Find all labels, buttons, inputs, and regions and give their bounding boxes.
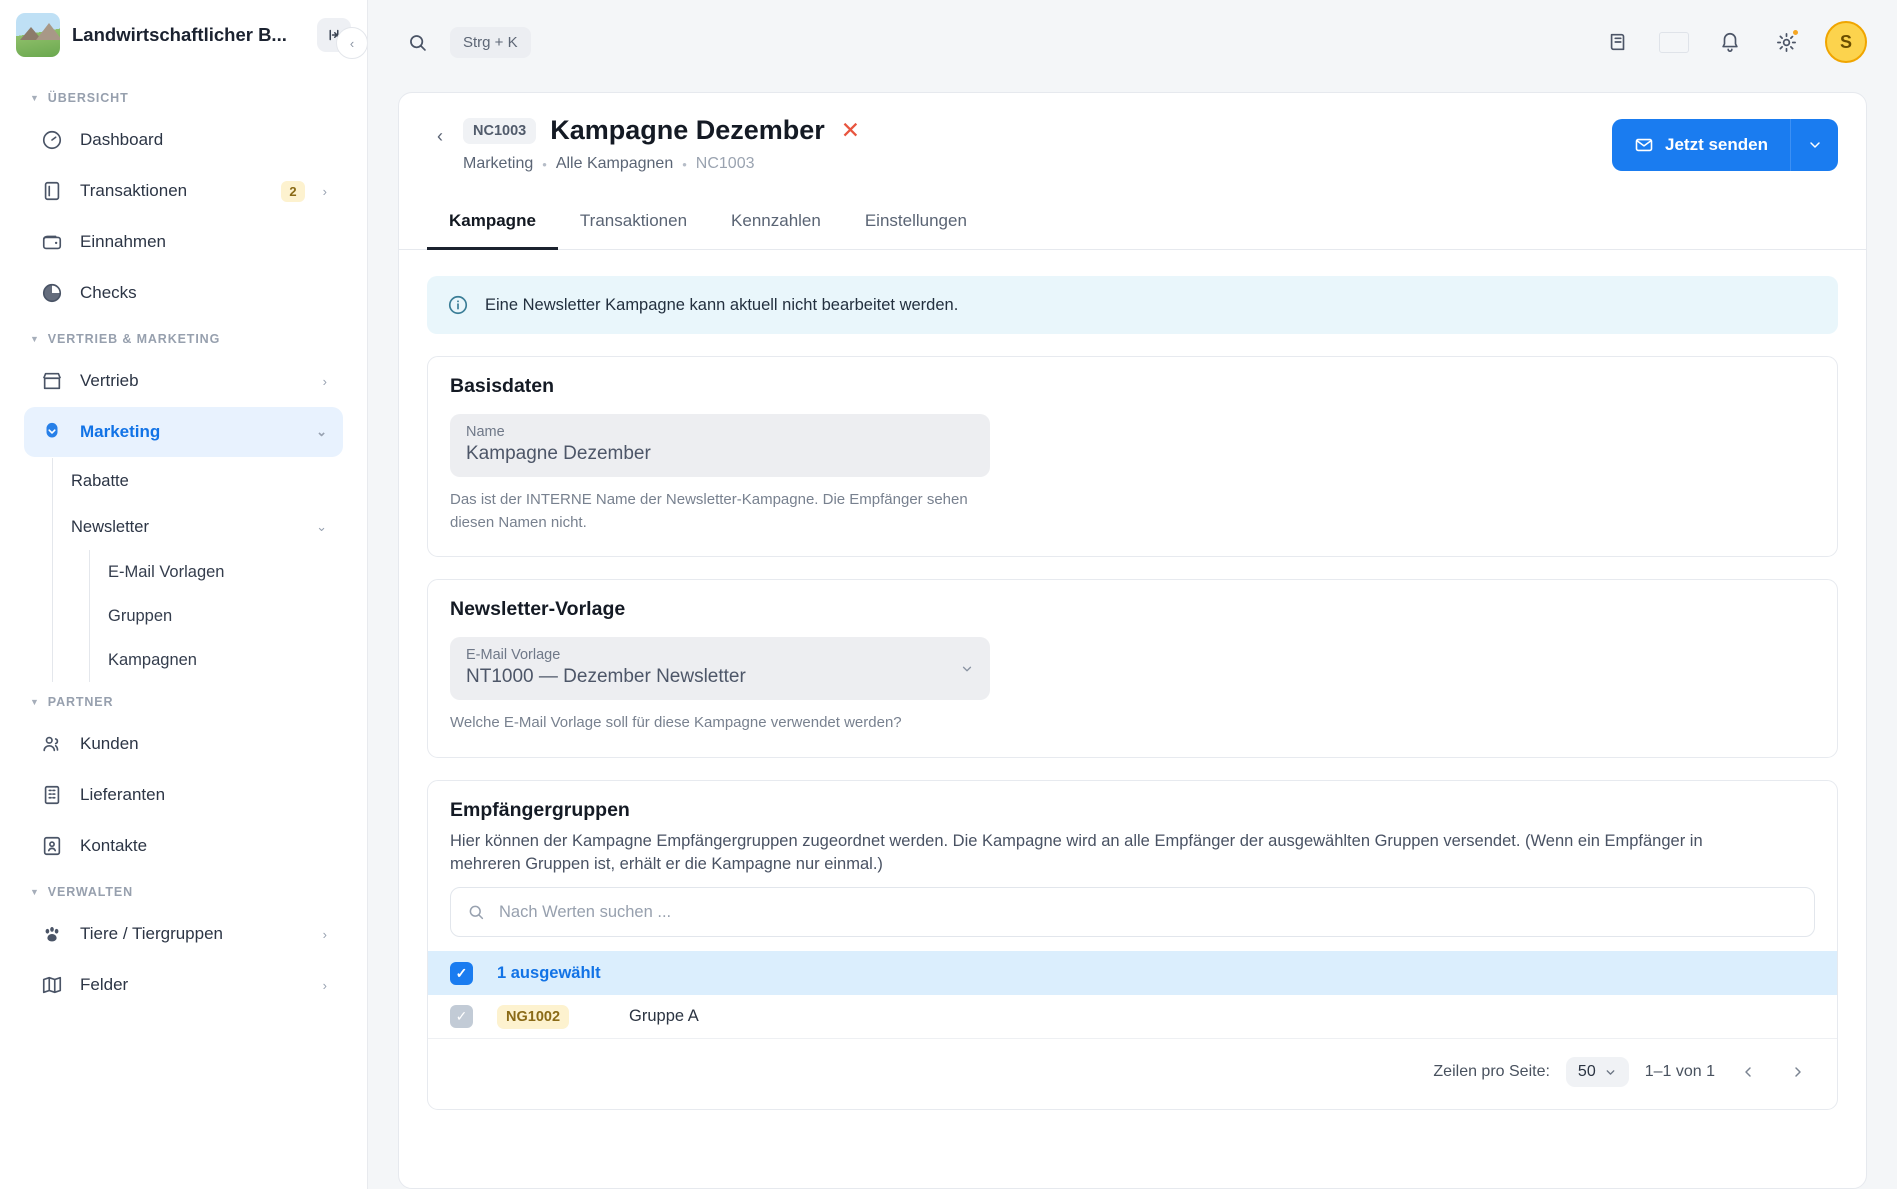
previous-page-button[interactable] — [1731, 1055, 1765, 1089]
group-search-row — [428, 879, 1837, 937]
tab-kennzahlen[interactable]: Kennzahlen — [731, 211, 821, 230]
nav-section-vertrieb-marketing[interactable] — [0, 319, 367, 355]
nav-section-label: PARTNER — [47, 695, 114, 709]
next-page-button[interactable] — [1781, 1055, 1815, 1089]
rows-per-page-label: Zeilen pro Seite: — [1433, 1063, 1550, 1081]
content-area — [368, 84, 1897, 1189]
breadcrumb-separator: • — [682, 156, 687, 172]
gear-icon[interactable] — [1765, 21, 1807, 63]
rows-per-page-value: 50 — [1577, 1063, 1596, 1081]
tab-einstellungen[interactable]: Einstellungen — [864, 211, 967, 230]
section-title: Empfängergruppen — [450, 798, 630, 821]
sidebar-item-kampagnen[interactable] — [90, 638, 343, 682]
nav-section-label: VERWALTEN — [47, 885, 133, 899]
avatar[interactable]: S — [1825, 21, 1867, 63]
rows-per-page-select[interactable] — [1566, 1057, 1629, 1087]
sidebar-item-label: Kampagnen — [108, 650, 197, 669]
sidebar-item-gruppen[interactable] — [90, 594, 343, 638]
sidebar-item-label: Gruppen — [108, 606, 173, 625]
sidebar-item-label: Transaktionen — [80, 181, 188, 200]
breadcrumb-item-current: NC1003 — [695, 155, 755, 172]
sidebar-item-marketing[interactable] — [24, 407, 343, 457]
sidebar-item-label: Vertrieb — [80, 371, 139, 390]
chevron-down-icon: ⌄ — [316, 519, 327, 534]
sidebar-item-kontakte[interactable] — [24, 821, 343, 871]
flag-austria-icon[interactable] — [1653, 21, 1695, 63]
page-title: Kampagne Dezember — [550, 115, 825, 145]
title-row — [463, 115, 1612, 146]
sidebar-item-label: Einnahmen — [80, 232, 167, 251]
groups-table — [428, 951, 1837, 1039]
sidebar-item-label: Tiere / Tiergruppen — [80, 924, 223, 943]
sidebar — [0, 0, 368, 1189]
marketing-subnav — [52, 458, 367, 682]
mail-icon — [1634, 135, 1654, 155]
chevron-right-icon: › — [322, 373, 327, 389]
sidebar-header — [0, 0, 367, 70]
page-card — [398, 92, 1867, 1189]
name-field-hint: Das ist der INTERNE Name der Newsletter-Kampagne. Die Empfänger sehen diesen Namen nicht. — [450, 491, 968, 531]
info-banner — [427, 276, 1838, 334]
chevron-down-icon — [960, 662, 974, 676]
pie-icon — [40, 281, 64, 305]
wallet-icon — [40, 230, 64, 254]
users-icon — [40, 732, 64, 756]
chevron-down-icon: ▼ — [30, 697, 40, 707]
section-header — [428, 580, 1837, 623]
name-field-value: Kampagne Dezember — [466, 443, 651, 464]
record-id-chip: NC1003 — [463, 118, 536, 144]
chevron-down-icon: ⌄ — [316, 424, 327, 439]
close-icon[interactable]: ✕ — [840, 117, 861, 143]
search-icon — [467, 903, 485, 921]
sidebar-item-transaktionen[interactable] — [24, 166, 343, 216]
sidebar-nav — [0, 70, 367, 1010]
organization-name: Landwirtschaftlicher B... — [72, 24, 287, 45]
chevron-right-icon: › — [322, 977, 327, 993]
send-options-chevron-down-icon[interactable] — [1790, 119, 1838, 171]
selected-count-label: 1 ausgewählt — [497, 963, 601, 982]
breadcrumb-item-alle-kampagnen[interactable]: Alle Kampagnen — [555, 155, 674, 172]
megaphone-icon — [40, 420, 64, 444]
nav-section-label: VERTRIEB & MARKETING — [47, 332, 221, 346]
nav-section-verwalten[interactable] — [0, 872, 367, 908]
section-header — [428, 357, 1837, 400]
sidebar-item-dashboard[interactable] — [24, 115, 343, 165]
sidebar-item-lieferanten[interactable] — [24, 770, 343, 820]
gauge-icon — [40, 128, 64, 152]
sidebar-item-label: Newsletter — [71, 517, 149, 536]
book-icon[interactable] — [1597, 21, 1639, 63]
send-now-button[interactable] — [1612, 119, 1790, 171]
sidebar-item-label: Dashboard — [80, 130, 164, 149]
sidebar-item-label: Kunden — [80, 734, 139, 753]
group-search-box[interactable] — [450, 887, 1815, 937]
paw-icon — [40, 922, 64, 946]
flag-austria-glyph — [1659, 32, 1689, 53]
info-banner-text: Eine Newsletter Kampagne kann aktuell nicht bearbeitet werden. — [485, 295, 959, 314]
section-newsletter-vorlage — [427, 579, 1838, 758]
chevron-down-icon: ▼ — [30, 93, 40, 103]
page-header — [399, 93, 1866, 173]
chevron-down-icon: ▼ — [30, 334, 40, 344]
email-vorlage-value: NT1000 — Dezember Newsletter — [466, 666, 746, 687]
sidebar-item-felder[interactable] — [24, 960, 343, 1010]
chevron-right-icon: › — [322, 183, 327, 199]
page-range-label: 1–1 von 1 — [1644, 1063, 1715, 1081]
sidebar-item-rabatte[interactable] — [53, 458, 343, 504]
newsletter-subnav — [89, 550, 367, 682]
sidebar-item-checks[interactable] — [24, 268, 343, 318]
sidebar-item-newsletter[interactable] — [53, 504, 343, 550]
email-vorlage-select — [450, 637, 990, 700]
row-id-chip: NG1002 — [497, 1005, 569, 1029]
sidebar-item-label: Marketing — [80, 422, 161, 441]
section-title: Basisdaten — [450, 375, 555, 397]
top-bar — [368, 0, 1897, 84]
breadcrumb — [463, 155, 1612, 173]
sidebar-item-label: Rabatte — [71, 471, 129, 490]
name-field-label: Name — [466, 424, 505, 440]
row-checkbox[interactable]: ✓ — [450, 1005, 473, 1028]
back-button[interactable]: ‹ — [437, 125, 443, 146]
chevron-down-icon: ▼ — [30, 887, 40, 897]
table-row[interactable] — [428, 995, 1837, 1039]
sidebar-item-vertrieb[interactable] — [24, 356, 343, 406]
email-vorlage-hint: Welche E-Mail Vorlage soll für diese Kampagne verwendet werden? — [450, 714, 902, 731]
section-title: Newsletter-Vorlage — [450, 598, 626, 620]
sidebar-item-tiere-tiergruppen[interactable] — [24, 909, 343, 959]
tab-bar — [399, 197, 1866, 250]
search-icon[interactable] — [398, 23, 436, 61]
section-body — [428, 400, 1837, 556]
sidebar-item-einnahmen[interactable] — [24, 217, 343, 267]
sidebar-item-label: Felder — [80, 975, 129, 994]
search-shortcut-chip[interactable]: Strg + K — [450, 27, 531, 58]
name-field — [450, 414, 990, 477]
section-basisdaten — [427, 356, 1838, 557]
row-group-name: Gruppe A — [629, 1007, 699, 1026]
nav-section-uebersicht[interactable] — [0, 78, 367, 114]
store-icon — [40, 369, 64, 393]
email-vorlage-label: E-Mail Vorlage — [466, 647, 561, 663]
section-description: Hier können der Kampagne Empfängergruppen zugeordnet werden. Die Kampagne wird an alle Empfänger der ausgewählten Gruppen versendet. (Wenn ein Empfänger in mehreren Gruppen ist, erhält er die Kampagne nur einmal.) — [450, 831, 1703, 874]
sidebar-item-email-vorlagen[interactable] — [90, 550, 343, 594]
settings-notification-dot — [1791, 28, 1800, 37]
section-header — [428, 781, 1837, 880]
sidebar-item-label: Kontakte — [80, 836, 148, 855]
send-now-label: Jetzt senden — [1665, 135, 1768, 154]
main-area — [368, 0, 1897, 1189]
sidebar-item-label: Lieferanten — [80, 785, 166, 804]
table-selection-header — [428, 951, 1837, 995]
sidebar-item-kunden[interactable] — [24, 719, 343, 769]
section-empfaengergruppen — [427, 780, 1838, 1111]
send-button-group — [1612, 119, 1838, 171]
group-search-input[interactable] — [497, 902, 1798, 923]
organization-logo — [16, 13, 60, 57]
tab-panel-kampagne — [399, 250, 1866, 1150]
tab-transaktionen[interactable]: Transaktionen — [579, 211, 688, 230]
sidebar-item-label: Checks — [80, 283, 137, 302]
receipt-icon — [40, 179, 64, 203]
breadcrumb-item-marketing[interactable]: Marketing — [463, 155, 534, 172]
transaktionen-badge: 2 — [281, 181, 304, 202]
table-pager — [428, 1039, 1837, 1109]
section-body — [428, 623, 1837, 757]
sidebar-edge-toggle[interactable]: ‹ — [336, 27, 368, 59]
nav-section-label: ÜBERSICHT — [47, 91, 129, 105]
select-all-checkbox[interactable]: ✓ — [450, 962, 473, 985]
info-icon — [447, 294, 469, 316]
sidebar-item-label: E-Mail Vorlagen — [108, 562, 225, 581]
page-title-block — [457, 115, 1612, 173]
bell-icon[interactable] — [1709, 21, 1751, 63]
nav-section-partner[interactable] — [0, 682, 367, 718]
chevron-right-icon: › — [322, 926, 327, 942]
building-icon — [40, 783, 64, 807]
contact-card-icon — [40, 834, 64, 858]
map-icon — [40, 973, 64, 997]
breadcrumb-separator: • — [542, 156, 547, 172]
tab-kampagne[interactable]: Kampagne — [427, 197, 558, 250]
